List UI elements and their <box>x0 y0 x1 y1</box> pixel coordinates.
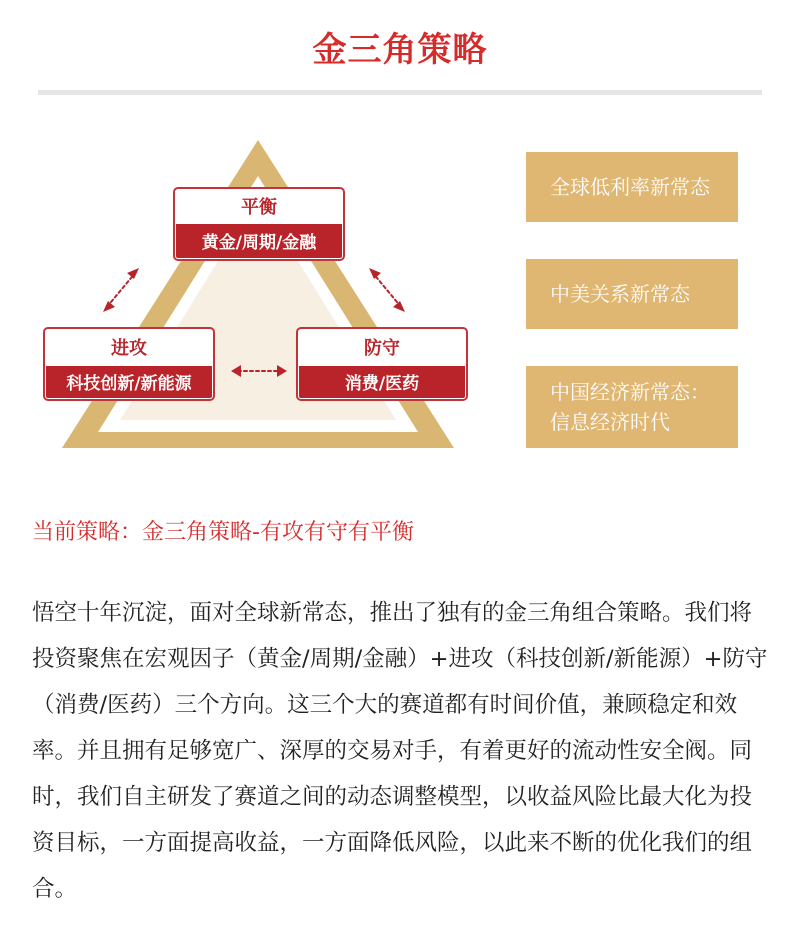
title-divider <box>38 90 762 95</box>
node-attack-title: 进攻 <box>111 338 147 359</box>
arrowhead-tr-2 <box>393 301 405 312</box>
side-box-china-economy <box>526 366 738 448</box>
arrow-top-left <box>106 272 136 308</box>
side-box-line: 中美关系新常态 <box>550 282 690 306</box>
side-box-china-us-relations <box>526 259 738 329</box>
page-title: 金三角策略 <box>312 30 488 70</box>
node-balance-title: 平衡 <box>241 197 277 218</box>
side-box-line: 信息经济时代 <box>550 410 670 434</box>
arrowhead-tl-1 <box>127 268 139 279</box>
arrow-top-right <box>372 272 402 308</box>
side-box-line: 全球低利率新常态 <box>550 175 710 199</box>
node-balance-subtitle: 黄金/周期/金融 <box>201 233 317 253</box>
node-defense-subtitle: 消费/医药 <box>344 374 420 394</box>
node-defense <box>297 328 467 400</box>
node-balance <box>174 188 344 260</box>
side-box-line: 中国经济新常态： <box>550 380 710 404</box>
node-defense-title: 防守 <box>364 338 400 359</box>
arrowhead-tr-1 <box>369 268 381 279</box>
strategy-description: 悟空十年沉淀，面对全球新常态，推出了独有的金三角组合策略。我们将投资聚焦在宏观因子（黄金/周期/金融）+进攻（科技创新/新能源）+防守（消费/医药）三个方向。这三个大的赛道都有时间价值，兼顾稳定和效率。并且拥有足够宽广、深厚的交易对手，有着更好的流动性安全阀。同时，我们自主研发了赛道之间的动态调整模型，以收益风险比最大化为投资目标，一方面提高收益，一方面降低风险，以此来不断的优化我们的组合。 <box>32 600 768 902</box>
side-box-global-low-rate <box>526 152 738 222</box>
arrowhead-tl-2 <box>103 301 115 312</box>
node-attack <box>44 328 214 400</box>
current-strategy-heading: 当前策略：金三角策略-有攻有守有平衡 <box>32 520 414 545</box>
node-attack-subtitle: 科技创新/新能源 <box>66 374 192 394</box>
golden-triangle-diagram <box>0 120 500 460</box>
